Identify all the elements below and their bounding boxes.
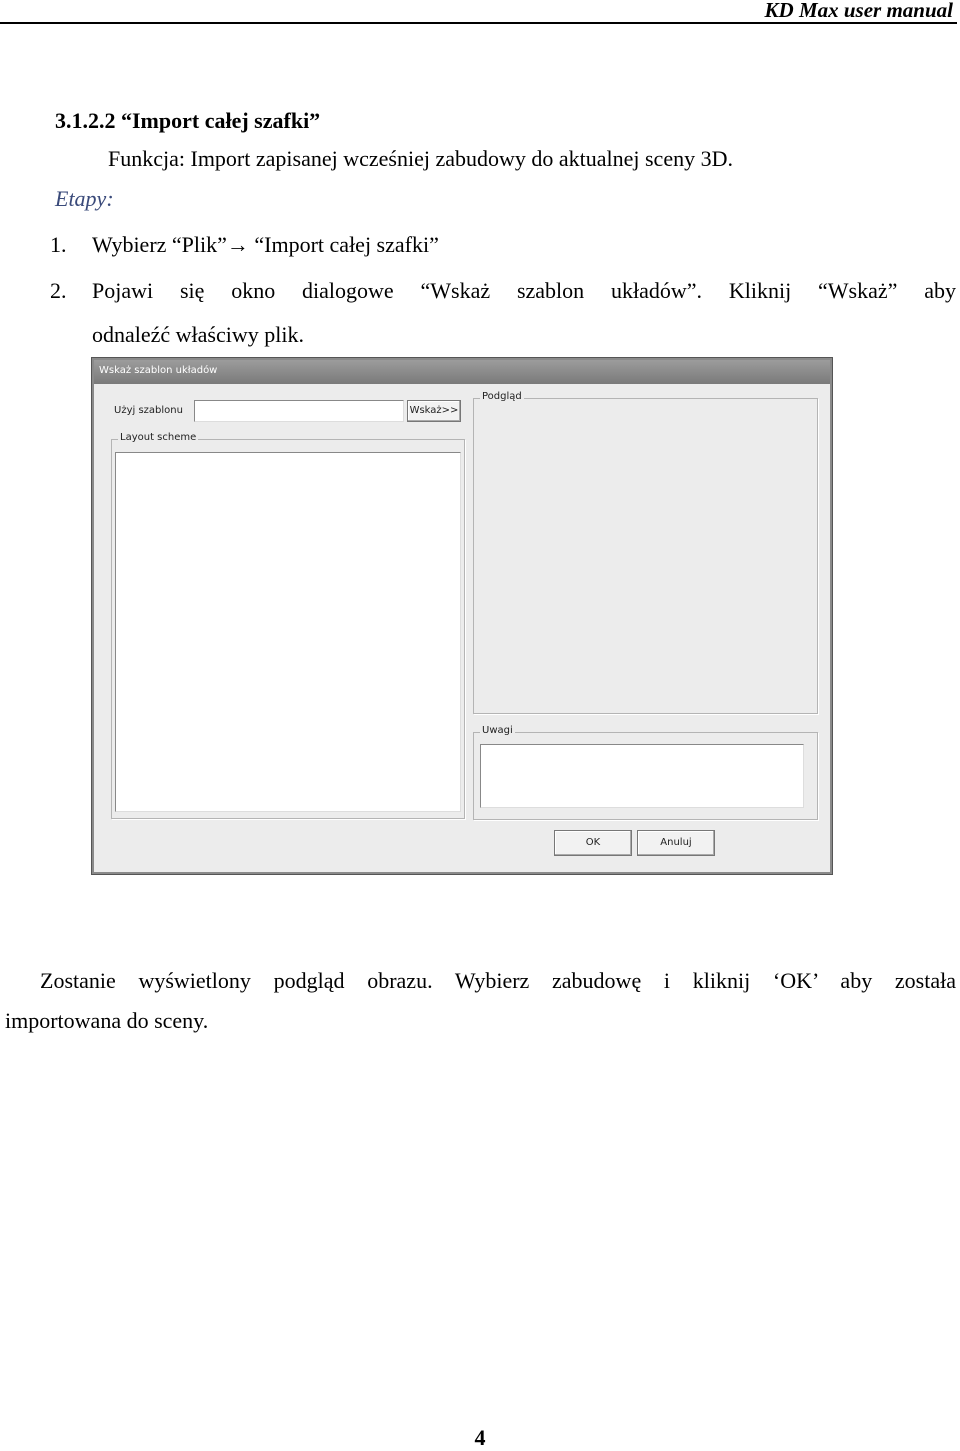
preview-label: Podgląd	[482, 391, 522, 402]
layout-scheme-label: Layout scheme	[120, 432, 197, 443]
step-2-continuation: odnaleźć właściwy plik.	[92, 322, 304, 347]
steps-label: Etapy:	[55, 186, 114, 211]
step-2-text: Pojawi się okno dialogowe “Wskaż szablon układów”. Kliknij “Wskaż” aby	[92, 278, 956, 303]
dialog-titlebar	[94, 360, 830, 384]
result-paragraph-line-2: importowana do sceny.	[5, 1008, 209, 1033]
page-number: 4	[474, 1425, 486, 1450]
running-header	[0, 0, 957, 24]
layout-scheme-list[interactable]	[115, 452, 461, 812]
function-description: Funkcja: Import zapisanej wcześniej zabudowy do aktualnej sceny 3D.	[108, 146, 733, 171]
dialog-title: Wskaż szablon układów	[99, 365, 218, 376]
ok-button[interactable]: OK	[554, 830, 632, 856]
preview-group	[473, 391, 818, 714]
use-template-label: Użyj szablonu	[114, 405, 183, 416]
browse-button[interactable]: Wskaż>>	[407, 400, 461, 422]
template-dialog-screenshot	[91, 357, 833, 875]
template-path-input[interactable]	[194, 400, 404, 422]
result-paragraph-line-1: Zostanie wyświetlony podgląd obrazu. Wybierz zabudowę i kliknij ‘OK’ aby została	[40, 968, 956, 993]
step-1-number: 1.	[50, 232, 67, 257]
step-2-number: 2.	[50, 278, 67, 303]
cancel-button[interactable]: Anuluj	[637, 830, 715, 856]
dialog-body	[94, 384, 830, 872]
notes-label: Uwagi	[482, 725, 513, 736]
notes-textarea[interactable]	[480, 744, 804, 808]
running-title: KD Max user manual	[764, 0, 953, 22]
step-1-text: Wybierz “Plik”→ “Import całej szafki”	[92, 232, 439, 257]
section-title: 3.1.2.2 “Import całej szafki”	[55, 108, 321, 133]
